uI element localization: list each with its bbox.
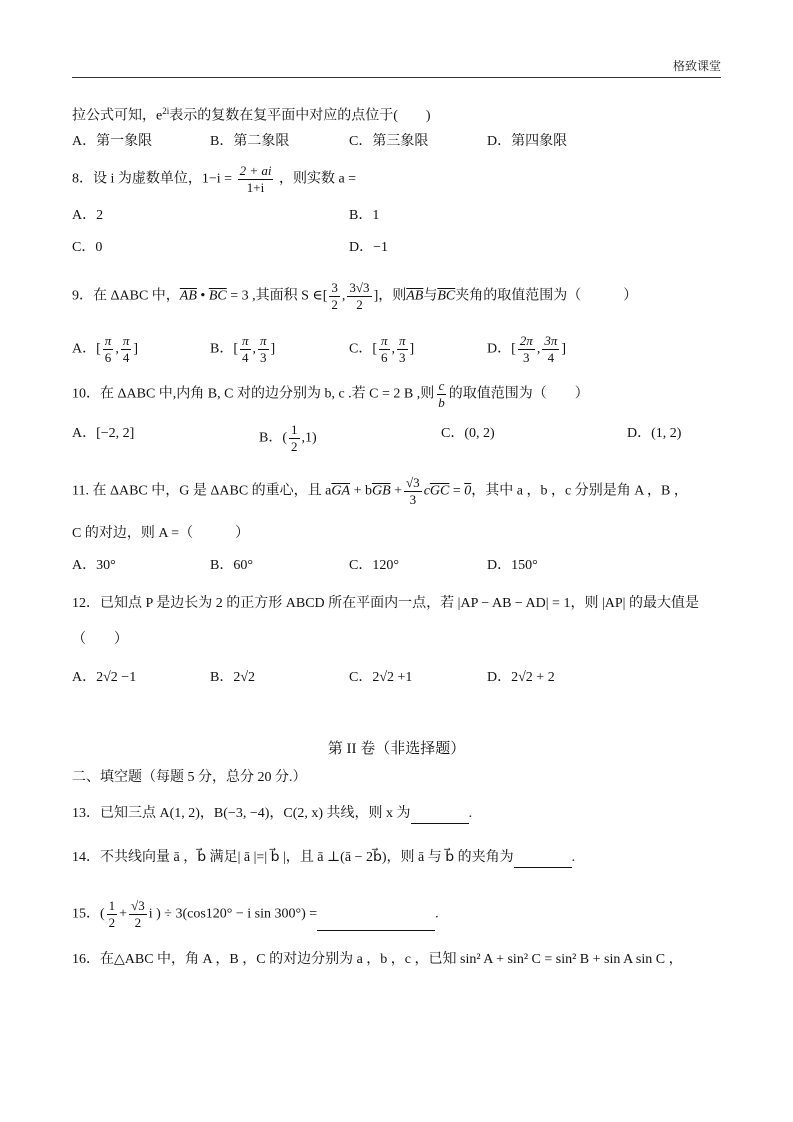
q7-option-b: B．第二象限: [210, 134, 290, 149]
q11-stem-line2: C 的对边，则 A =（ ）: [72, 526, 250, 541]
q12-stem: 12．已知点 P 是边长为 2 的正方形 ABCD 所在平面内一点，若 |AP − AB − AD| = 1，则 |AP| 的最大值是: [72, 596, 699, 611]
q12-option-a: A．2√2 −1: [72, 670, 137, 685]
q7-option-a: A．第一象限: [72, 134, 153, 149]
q8-fraction: $\frac{2 + ai}{1+i}$: [239, 163, 272, 195]
part2-title: 第 II 卷（非选择题）: [327, 741, 466, 757]
q10-option-b: B．( $\frac{1}{2}$ ,1): [259, 422, 317, 454]
q7-option-c: C．第三象限: [349, 134, 429, 149]
q9-option-c: C．[ $\frac{\pi}{6}$ , $\frac{\pi}{3}$ ]: [349, 333, 415, 365]
q13-answer-blank[interactable]: [411, 809, 469, 824]
header-brand: 格致课堂: [672, 59, 721, 73]
q11-stem: 11. 在 ΔABC 中，G 是 ΔABC 的重心，且 $a\overline{GA} + b\overline{GB}$ + $\frac{√3}{3}$ $c\overline{GC} = 0$，其中 a ，b ，c 分别是角 A ，B ，: [72, 475, 688, 507]
q11-option-b: B．60°: [210, 558, 253, 573]
header-divider: [72, 77, 721, 78]
q11-option-c: C．120°: [349, 558, 399, 573]
q10-option-c: C．(0, 2): [441, 426, 495, 441]
q12-stem-line2: （ ）: [72, 632, 128, 647]
q14-answer-blank[interactable]: [514, 853, 572, 868]
q14-stem: 14．不共线向量 ā ，b⃗ 满足| ā |=| b⃗ |，且 ā ⊥(ā − 2b⃗)，则 ā 与 b⃗ 的夹角为 .: [72, 848, 575, 868]
q7-option-d: D．第四象限: [487, 134, 568, 149]
q10-option-d: D．(1, 2): [627, 426, 682, 441]
q11-option-d: D．150°: [487, 558, 538, 573]
q8-option-b: B．1: [349, 208, 380, 223]
q13-stem: 13．已知三点 A(1, 2)，B(−3, −4)，C(2, x) 共线，则 x 为 .: [72, 804, 472, 824]
q15-answer-blank[interactable]: [317, 916, 435, 931]
q15-stem: 15．( $\frac{1}{2}$ + $\frac{√3}{2}$ i ) ÷ 3(cos120° − i sin 300°) = .: [72, 898, 439, 930]
q11-option-a: A．30°: [72, 558, 116, 573]
q8-stem: 8．设 i 为虚数单位，1−i = $\frac{2 + ai}{1+i}$ ，则实数 a =: [72, 163, 357, 195]
q10-stem: 10．在 ΔABC 中,内角 B, C 对的边分别为 b, c .若 C = 2 B ,则 $\frac{c}{b}$ 的取值范围为（ ）: [72, 378, 589, 410]
q8-option-c: C．0: [72, 240, 103, 255]
q7-stem: 拉公式可知，$e^{2i}$表示的复数在复平面中对应的点位于( ): [72, 106, 431, 124]
q16-stem: 16．在△ABC 中，角 A ，B ，C 的对边分别为 a ，b ，c ，已知 sin² A + sin² C = sin² B + sin A sin C ，: [72, 952, 683, 967]
q12-option-d: D．2√2 + 2: [487, 670, 555, 685]
q12-option-b: B．2√2: [210, 670, 256, 685]
q9-stem: 9．在 ΔABC 中，$\overline{AB}$ • $\overline{BC} = 3$ ,其面积 S ∈[ $\frac{3}{2}$ , $\frac{3√3}{2}$ ]，则$\overline{AB}$与$\overline{BC}$夹角的取值范围为（ ）: [72, 280, 638, 312]
q8-option-a: A．2: [72, 208, 104, 223]
q9-option-b: B．[ $\frac{\pi}{4}$ , $\frac{\pi}{3}$ ]: [210, 333, 276, 365]
q10-option-a: A．[−2, 2]: [72, 426, 135, 441]
q9-option-a: A．[ $\frac{\pi}{6}$ , $\frac{\pi}{4}$ ]: [72, 333, 138, 365]
part2-section-heading: 二、填空题（每题 5 分，总分 20 分.）: [72, 770, 307, 785]
q8-option-d: D．−1: [349, 240, 389, 255]
q12-option-c: C．2√2 +1: [349, 670, 413, 685]
q9-option-d: D．[ $\frac{2\pi}{3}$ , $\frac{3\pi}{4}$ ]: [487, 333, 566, 365]
